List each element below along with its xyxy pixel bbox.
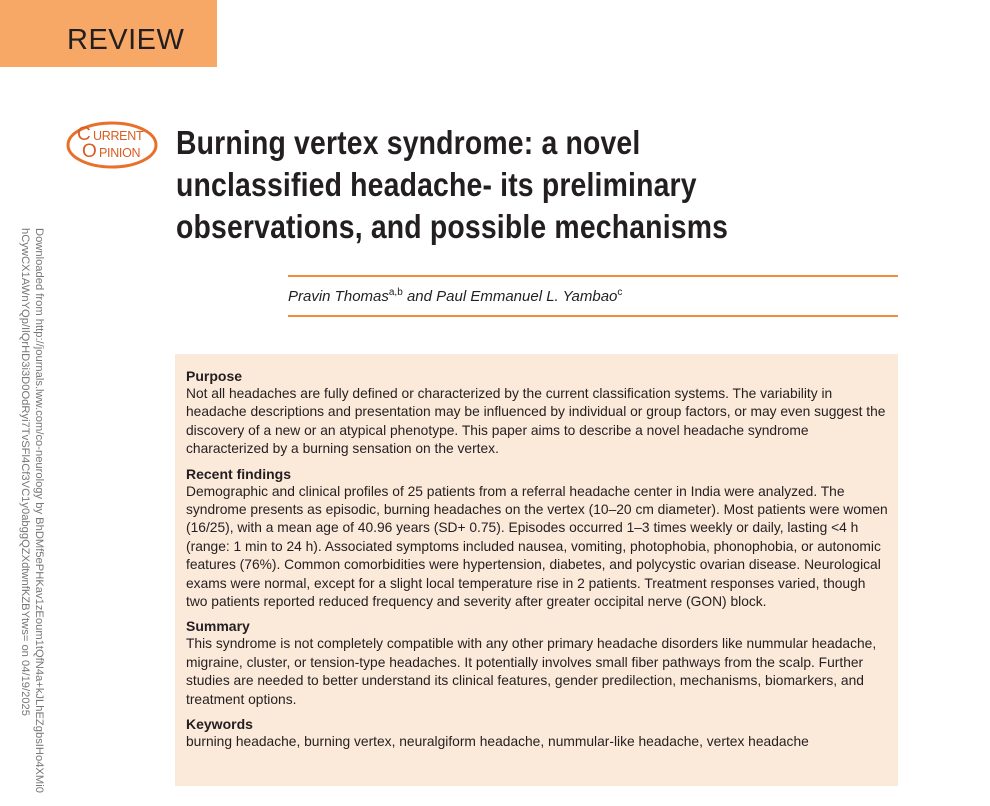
summary-text: This syndrome is not completely compatible with any other primary headache disorders like nummular headache, migraine, cluster, or tension-type headaches. It potentially involves small fiber pathways from the scalp. Further studies are needed to better understand its clinical features, gender predilection, mechanisms, biomarkers, and treatment options. xyxy=(186,636,877,707)
journal-logo xyxy=(66,120,158,170)
article-title: Burning vertex syndrome: a novel unclassified headache- its preliminary observations, and possible mechanisms xyxy=(176,124,729,245)
purpose-text: Not all headaches are fully defined or characterized by the current classification systems. The variability in headache descriptions and presentation may be influenced by individual or group factors, or may even suggest the discovery of a new or an atypical phenotype. This paper aims to describe a novel headache syndrome characterized by a burning sensation on the vertex. xyxy=(186,386,886,457)
download-note xyxy=(6,228,46,798)
author-conjunction: and xyxy=(406,288,432,305)
logo-initial-c: C xyxy=(77,124,91,145)
abstract-box xyxy=(175,354,898,786)
author-line xyxy=(288,287,622,305)
author-1: Pravin Thomas xyxy=(288,288,389,305)
author-2-affiliation: c xyxy=(617,287,623,298)
author-1-affiliation: a,b xyxy=(388,287,403,298)
logo-line-opinion: PINION xyxy=(99,146,141,160)
logo-initial-o: O xyxy=(82,141,97,162)
download-note-text: Downloaded from http://journals.lww.com/co-neurology by BhDMf5ePHKav1zEoum1tQfN4a+kJLhEZgbsIHo4XMi0hCywCX1AWnYQp/IlQrHD3i3D0OdRyi7TvSFl4Cf3VC1y0abggQZXdtwnfKZBYtws= on 04/19/2025 xyxy=(19,228,45,793)
keywords-text: burning headache, burning vertex, neuralgiform headache, nummular-like headache, vertex headache xyxy=(186,734,809,750)
keywords-heading: Keywords xyxy=(186,716,253,733)
section-tab xyxy=(0,0,217,67)
author-rule-bottom xyxy=(288,315,898,317)
findings-heading: Recent findings xyxy=(186,465,292,482)
summary-heading: Summary xyxy=(186,618,250,635)
purpose-heading: Purpose xyxy=(186,368,243,384)
author-2: Paul Emmanuel L. Yambao xyxy=(436,288,618,305)
section-tab-label: REVIEW xyxy=(67,24,185,56)
author-rule-top xyxy=(288,275,898,277)
logo-line-current: URRENT xyxy=(93,129,144,143)
findings-text: Demographic and clinical profiles of 25 patients from a referral headache center in India were analyzed. The syndrome presents as episodic, burning headaches on the vertex (10–20 cm diameter). Most patients were women (16/25), with a mean age of 40.96 years (SD+ 0.75). Episodes occurred 1–3 times weekly or daily, lasting <4 h (range: 1 min to 24 h). Associated symptoms included nausea, vomiting, photophobia, phonophobia, or autonomic features (76%). Common comorbidities were hypertension, diabetes, and polycystic ovarian disease. Neurological exams were normal, except for a slight local temperature rise in 2 patients. Treatment responses varied, though two patients reported reduced frequency and severity after greater occipital nerve (GON) block. xyxy=(186,483,888,610)
